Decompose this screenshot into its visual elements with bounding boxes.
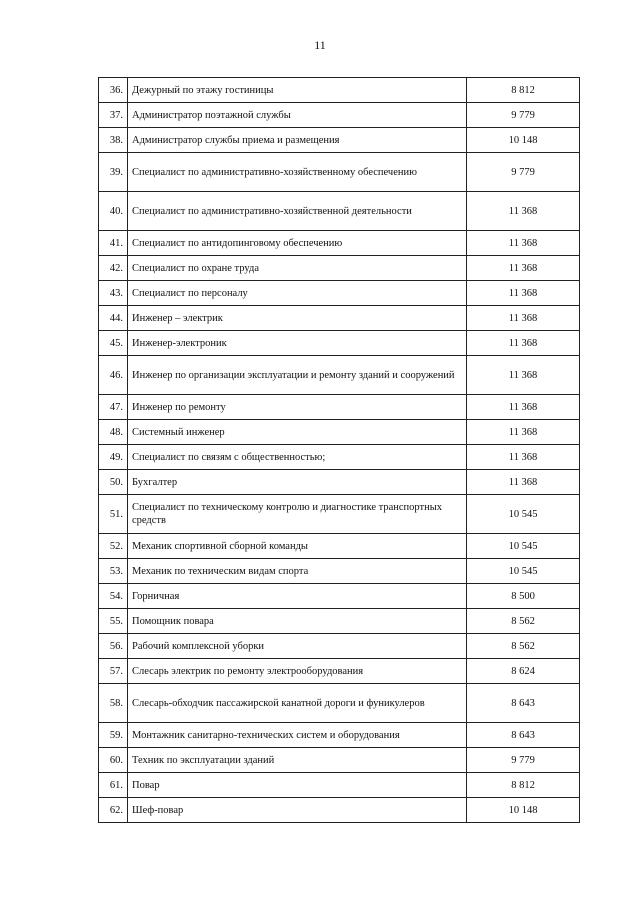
table-row <box>99 281 580 306</box>
position-name: Техник по эксплуатации зданий <box>128 748 467 773</box>
table-row <box>99 609 580 634</box>
salary-value: 10 148 <box>467 798 580 823</box>
position-name: Механик по техническим видам спорта <box>128 559 467 584</box>
position-name: Механик спортивной сборной команды <box>128 534 467 559</box>
position-name: Дежурный по этажу гостиницы <box>128 78 467 103</box>
position-name: Специалист по техническому контролю и диагностике транспортных средств <box>128 495 467 534</box>
salary-value: 11 368 <box>467 420 580 445</box>
position-name: Специалист по антидопинговому обеспечению <box>128 231 467 256</box>
row-number: 40. <box>99 192 128 231</box>
position-name: Инженер-электроник <box>128 331 467 356</box>
table-row <box>99 559 580 584</box>
table-row <box>99 78 580 103</box>
salary-value: 10 545 <box>467 495 580 534</box>
table-row <box>99 773 580 798</box>
salary-value: 8 812 <box>467 78 580 103</box>
position-name: Специалист по связям с общественностью; <box>128 445 467 470</box>
row-number: 56. <box>99 634 128 659</box>
salary-value: 8 562 <box>467 609 580 634</box>
row-number: 57. <box>99 659 128 684</box>
salary-value: 8 562 <box>467 634 580 659</box>
position-name: Бухгалтер <box>128 470 467 495</box>
table-row <box>99 634 580 659</box>
position-name: Горничная <box>128 584 467 609</box>
row-number: 61. <box>99 773 128 798</box>
row-number: 60. <box>99 748 128 773</box>
position-name: Специалист по персоналу <box>128 281 467 306</box>
position-name: Специалист по административно-хозяйственной деятельности <box>128 192 467 231</box>
row-number: 43. <box>99 281 128 306</box>
table-row <box>99 356 580 395</box>
page-number: 11 <box>314 38 326 52</box>
salary-value: 11 368 <box>467 331 580 356</box>
position-name: Монтажник санитарно-технических систем и оборудования <box>128 723 467 748</box>
salary-value: 11 368 <box>467 231 580 256</box>
table-row <box>99 445 580 470</box>
table-row <box>99 659 580 684</box>
position-name: Специалист по административно-хозяйственному обеспечению <box>128 153 467 192</box>
position-name: Системный инженер <box>128 420 467 445</box>
table-row <box>99 256 580 281</box>
position-name: Рабочий комплексной уборки <box>128 634 467 659</box>
salary-value: 10 545 <box>467 559 580 584</box>
row-number: 47. <box>99 395 128 420</box>
table-row <box>99 103 580 128</box>
salary-value: 8 500 <box>467 584 580 609</box>
row-number: 55. <box>99 609 128 634</box>
salary-value: 10 148 <box>467 128 580 153</box>
table-row <box>99 495 580 534</box>
salary-value: 11 368 <box>467 192 580 231</box>
salary-value: 11 368 <box>467 445 580 470</box>
table-row <box>99 420 580 445</box>
row-number: 48. <box>99 420 128 445</box>
row-number: 36. <box>99 78 128 103</box>
row-number: 46. <box>99 356 128 395</box>
row-number: 58. <box>99 684 128 723</box>
table-body <box>99 78 580 823</box>
position-name: Слесарь электрик по ремонту электрооборудования <box>128 659 467 684</box>
row-number: 41. <box>99 231 128 256</box>
row-number: 54. <box>99 584 128 609</box>
table-row <box>99 153 580 192</box>
position-name: Инженер – электрик <box>128 306 467 331</box>
salary-value: 9 779 <box>467 748 580 773</box>
table-row <box>99 306 580 331</box>
table-row <box>99 748 580 773</box>
position-name: Слесарь-обходчик пассажирской канатной дороги и фуникулеров <box>128 684 467 723</box>
table-row <box>99 584 580 609</box>
row-number: 49. <box>99 445 128 470</box>
table-row <box>99 128 580 153</box>
row-number: 59. <box>99 723 128 748</box>
row-number: 51. <box>99 495 128 534</box>
table-row <box>99 723 580 748</box>
row-number: 37. <box>99 103 128 128</box>
position-name: Инженер по ремонту <box>128 395 467 420</box>
salary-value: 11 368 <box>467 356 580 395</box>
row-number: 39. <box>99 153 128 192</box>
table-row <box>99 470 580 495</box>
salary-value: 8 643 <box>467 684 580 723</box>
salary-value: 9 779 <box>467 153 580 192</box>
salary-value: 8 624 <box>467 659 580 684</box>
salary-table <box>98 77 580 823</box>
position-name: Шеф-повар <box>128 798 467 823</box>
salary-value: 8 812 <box>467 773 580 798</box>
position-name: Специалист по охране труда <box>128 256 467 281</box>
row-number: 50. <box>99 470 128 495</box>
salary-value: 11 368 <box>467 256 580 281</box>
salary-value: 11 368 <box>467 306 580 331</box>
row-number: 44. <box>99 306 128 331</box>
row-number: 42. <box>99 256 128 281</box>
salary-value: 11 368 <box>467 395 580 420</box>
row-number: 53. <box>99 559 128 584</box>
row-number: 45. <box>99 331 128 356</box>
table-row <box>99 231 580 256</box>
table-row <box>99 331 580 356</box>
salary-value: 8 643 <box>467 723 580 748</box>
position-name: Администратор поэтажной службы <box>128 103 467 128</box>
salary-value: 11 368 <box>467 281 580 306</box>
position-name: Повар <box>128 773 467 798</box>
row-number: 38. <box>99 128 128 153</box>
table-row <box>99 192 580 231</box>
salary-value: 10 545 <box>467 534 580 559</box>
table-row <box>99 534 580 559</box>
position-name: Помощник повара <box>128 609 467 634</box>
table-row <box>99 684 580 723</box>
salary-value: 11 368 <box>467 470 580 495</box>
table-row <box>99 798 580 823</box>
row-number: 52. <box>99 534 128 559</box>
row-number: 62. <box>99 798 128 823</box>
salary-value: 9 779 <box>467 103 580 128</box>
position-name: Администратор службы приема и размещения <box>128 128 467 153</box>
position-name: Инженер по организации эксплуатации и ремонту зданий и сооружений <box>128 356 467 395</box>
table-row <box>99 395 580 420</box>
